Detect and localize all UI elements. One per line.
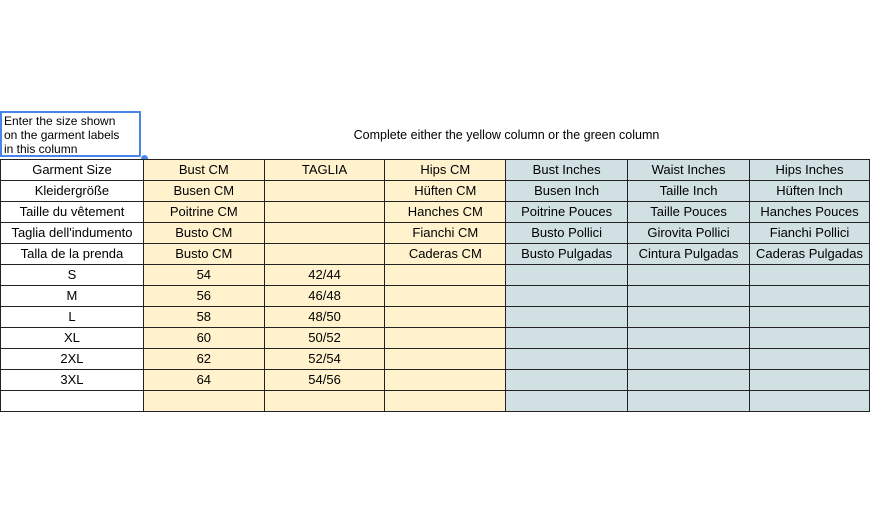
cell-bust-inches[interactable] xyxy=(506,286,628,307)
cell-waist-inches[interactable]: Girovita Pollici xyxy=(628,223,750,244)
cell-taglia[interactable]: 46/48 xyxy=(264,286,385,307)
cell-garment-size[interactable]: Taille du vêtement xyxy=(1,202,144,223)
cell-taglia[interactable]: 54/56 xyxy=(264,370,385,391)
cell-waist-inches[interactable] xyxy=(628,307,750,328)
cell-hips-inches[interactable]: Fianchi Pollici xyxy=(749,223,869,244)
table-row xyxy=(1,181,870,202)
cell-hips-cm[interactable] xyxy=(385,307,506,328)
cell-waist-inches[interactable]: Taille Inch xyxy=(628,181,750,202)
cell-bust-cm[interactable]: 60 xyxy=(143,328,264,349)
table-row xyxy=(1,223,870,244)
cell-taglia[interactable]: 50/52 xyxy=(264,328,385,349)
instruction-line: in this column xyxy=(4,142,78,156)
cell-hips-cm[interactable]: Hips CM xyxy=(385,160,506,181)
cell-hips-inches[interactable] xyxy=(749,370,869,391)
cell-garment-size[interactable]: S xyxy=(1,265,144,286)
cell-hips-inches[interactable] xyxy=(749,265,869,286)
cell-taglia[interactable] xyxy=(264,202,385,223)
instruction-note-cell[interactable] xyxy=(0,111,141,157)
instruction-line: Enter the size shown xyxy=(4,114,116,128)
cell-bust-inches[interactable] xyxy=(506,349,628,370)
cell-hips-inches[interactable] xyxy=(749,286,869,307)
table-row xyxy=(1,286,870,307)
cell-bust-inches[interactable]: Busto Pulgadas xyxy=(506,244,628,265)
cell-waist-inches[interactable] xyxy=(628,328,750,349)
cell-taglia[interactable] xyxy=(264,181,385,202)
size-chart-table xyxy=(0,159,870,412)
cell-hips-cm[interactable]: Hüften CM xyxy=(385,181,506,202)
cell-taglia[interactable]: TAGLIA xyxy=(264,160,385,181)
cell-hips-cm[interactable]: Hanches CM xyxy=(385,202,506,223)
cell-waist-inches[interactable]: Cintura Pulgadas xyxy=(628,244,750,265)
cell-hips-cm[interactable]: Caderas CM xyxy=(385,244,506,265)
cell-taglia[interactable]: 42/44 xyxy=(264,265,385,286)
cell-taglia[interactable] xyxy=(264,244,385,265)
cell-bust-inches[interactable]: Poitrine Pouces xyxy=(506,202,628,223)
cell-hips-inches[interactable]: Hips Inches xyxy=(749,160,869,181)
cell-hips-inches[interactable] xyxy=(749,349,869,370)
instruction-line: on the garment labels xyxy=(4,128,120,142)
cell-bust-cm[interactable]: 54 xyxy=(143,265,264,286)
cell-taglia[interactable]: 48/50 xyxy=(264,307,385,328)
cell-bust-inches[interactable] xyxy=(506,391,628,412)
cell-waist-inches[interactable] xyxy=(628,349,750,370)
cell-bust-inches[interactable] xyxy=(506,265,628,286)
cell-bust-inches[interactable]: Busto Pollici xyxy=(506,223,628,244)
table-row xyxy=(1,265,870,286)
cell-hips-cm[interactable]: Fianchi CM xyxy=(385,223,506,244)
cell-hips-inches[interactable]: Caderas Pulgadas xyxy=(749,244,869,265)
cell-hips-cm[interactable] xyxy=(385,349,506,370)
cell-garment-size[interactable] xyxy=(1,391,144,412)
cell-hips-cm[interactable] xyxy=(385,391,506,412)
cell-bust-cm[interactable]: Bust CM xyxy=(143,160,264,181)
cell-garment-size[interactable]: 2XL xyxy=(1,349,144,370)
cell-bust-cm[interactable]: 62 xyxy=(143,349,264,370)
cell-bust-inches[interactable] xyxy=(506,328,628,349)
cell-waist-inches[interactable] xyxy=(628,391,750,412)
cell-hips-cm[interactable] xyxy=(385,370,506,391)
cell-hips-inches[interactable]: Hanches Pouces xyxy=(749,202,869,223)
table-row xyxy=(1,244,870,265)
cell-bust-cm[interactable] xyxy=(143,391,264,412)
table-row xyxy=(1,160,870,181)
cell-waist-inches[interactable] xyxy=(628,370,750,391)
cell-garment-size[interactable]: Garment Size xyxy=(1,160,144,181)
cell-bust-cm[interactable]: 56 xyxy=(143,286,264,307)
cell-waist-inches[interactable] xyxy=(628,286,750,307)
cell-waist-inches[interactable]: Waist Inches xyxy=(628,160,750,181)
cell-bust-inches[interactable]: Busen Inch xyxy=(506,181,628,202)
cell-bust-cm[interactable]: Poitrine CM xyxy=(143,202,264,223)
cell-bust-cm[interactable]: 58 xyxy=(143,307,264,328)
cell-hips-inches[interactable] xyxy=(749,328,869,349)
cell-hips-cm[interactable] xyxy=(385,265,506,286)
table-row xyxy=(1,328,870,349)
cell-bust-cm[interactable]: Busto CM xyxy=(143,223,264,244)
cell-hips-cm[interactable] xyxy=(385,286,506,307)
cell-bust-cm[interactable]: Busto CM xyxy=(143,244,264,265)
cell-bust-cm[interactable]: Busen CM xyxy=(143,181,264,202)
table-row xyxy=(1,202,870,223)
table-row xyxy=(1,391,870,412)
cell-bust-inches[interactable] xyxy=(506,370,628,391)
cell-hips-inches[interactable]: Hüften Inch xyxy=(749,181,869,202)
cell-garment-size[interactable]: Talla de la prenda xyxy=(1,244,144,265)
cell-hips-inches[interactable] xyxy=(749,307,869,328)
cell-taglia[interactable] xyxy=(264,223,385,244)
cell-waist-inches[interactable] xyxy=(628,265,750,286)
cell-garment-size[interactable]: 3XL xyxy=(1,370,144,391)
table-row xyxy=(1,349,870,370)
cell-garment-size[interactable]: Taglia dell'indumento xyxy=(1,223,144,244)
cell-bust-cm[interactable]: 64 xyxy=(143,370,264,391)
cell-bust-inches[interactable]: Bust Inches xyxy=(506,160,628,181)
cell-garment-size[interactable]: L xyxy=(1,307,144,328)
cell-waist-inches[interactable]: Taille Pouces xyxy=(628,202,750,223)
cell-garment-size[interactable]: M xyxy=(1,286,144,307)
cell-garment-size[interactable]: Kleidergröße xyxy=(1,181,144,202)
cell-taglia[interactable]: 52/54 xyxy=(264,349,385,370)
cell-garment-size[interactable]: XL xyxy=(1,328,144,349)
cell-taglia[interactable] xyxy=(264,391,385,412)
cell-hips-inches[interactable] xyxy=(749,391,869,412)
cell-bust-inches[interactable] xyxy=(506,307,628,328)
table-row xyxy=(1,307,870,328)
instruction-headline: Complete either the yellow column or the green column xyxy=(353,128,660,142)
cell-hips-cm[interactable] xyxy=(385,328,506,349)
table-row xyxy=(1,370,870,391)
